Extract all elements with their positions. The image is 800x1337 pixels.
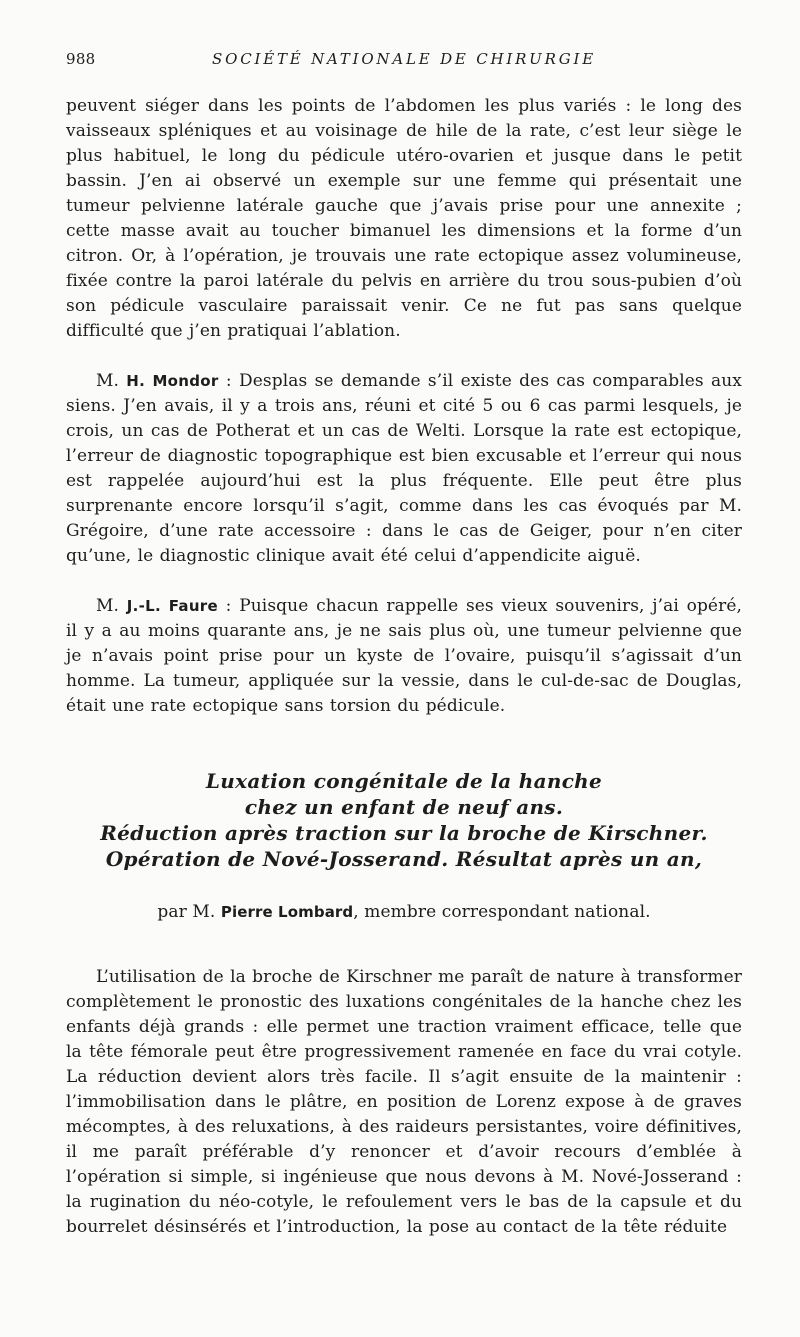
paragraph-continuation: peuvent siéger dans les points de l’abdomen les plus variés : le long des vaisseaux spléniques et au voisinage de hile de la rate, c’est leur siège le plus habituel, le long du pédicule utéro-ovarien et jusque dans le petit bassin. J’en ai observé un exemple sur une femme qui présentait une tumeur pelvienne latérale gauche que j’avais prise pour une annexite ; cette masse avait au toucher bimanuel les dimensions et la forme d’un citron. Or, à l’opération, je trouvais une rate ectopique assez volumineuse, fixée contre la paroi latérale du pelvis en arrière du trou sous-pubien d’où son pédicule vasculaire paraissait venir. Ce ne fut pas sans quelque difficulté que j’en pratiquai l’ablation.: [66, 96, 742, 341]
speaker-name: J.-L. Faure: [126, 597, 218, 615]
title-line: Opération de Nové-Josserand. Résultat après un an,: [105, 847, 703, 871]
paragraph-mondor: [66, 369, 742, 569]
speaker-prefix: M.: [96, 596, 127, 616]
speaker-prefix: M.: [96, 371, 127, 391]
article-title: [66, 768, 742, 872]
article-byline: [66, 900, 742, 924]
byline-suffix: , membre correspondant national.: [353, 902, 651, 922]
running-head: SOCIÉTÉ NATIONALE DE CHIRURGIE: [212, 50, 596, 68]
page-number: 988: [66, 50, 96, 68]
title-line: Luxation congénitale de la hanche: [205, 769, 603, 793]
speaker-name: H. Mondor: [126, 372, 219, 390]
article-body: L’utilisation de la broche de Kirschner me paraît de nature à transformer complètement le pronostic des luxations congénitales de la hanche chez les enfants déjà grands : elle permet une traction vraiment efficace, telle que la tête fémorale peut être progressivement ramenée en face du vrai cotyle. La réduction devient alors très facile. Il s’agit ensuite de la maintenir : l’immobilisation dans le plâtre, en position de Lorenz expose à de graves mécomptes, à des reluxations, à des raideurs persistantes, voire définitives, il me paraît préférable d’y renoncer et d’avoir recours d’emblée à l’opération si simple, si ingénieuse que nous devons à M. Nové-Josserand : la rugination du néo-cotyle, le refoulement vers le bas de la capsule et du bourrelet désinsérés et l’introduction, la pose au contact de la tête réduite: [66, 967, 742, 1237]
page-header: [66, 50, 742, 74]
byline-prefix: par M.: [157, 902, 221, 922]
title-line: chez un enfant de neuf ans.: [244, 795, 564, 819]
paragraph-faure: [66, 594, 742, 719]
paragraph-text: : Puisque chacun rappelle ses vieux souvenirs, j’ai opéré, il y a au moins quarante ans, je ne sais plus où, une tumeur pelvienne que je n’avais point prise pour un kyste de l’ovaire, puisqu’il s’agissait d’un homme. La tumeur, appliquée sur la vessie, dans le cul-de-sac de Douglas, était une rate ectopique sans torsion du pédicule.: [66, 596, 742, 716]
paragraph-text: : Desplas se demande s’il existe des cas comparables aux siens. J’en avais, il y a trois ans, réuni et cité 5 ou 6 cas parmi lesquels, je crois, un cas de Potherat et un cas de Welti. Lorsque la rate est ectopique, l’erreur de diagnostic topographique est bien excusable et l’erreur qui nous est rappelée aujourd’hui est la plus fréquente. Elle peut être plus surprenante encore lorsqu’il s’agit, comme dans les cas évoqués par M. Grégoire, d’une rate accessoire : dans le cas de Geiger, pour n’en citer qu’une, le diagnostic clinique avait été celui d’appendicite aiguë.: [66, 371, 742, 566]
author-name: Pierre Lombard: [220, 903, 354, 921]
title-line: Réduction après traction sur la broche de Kirschner.: [100, 821, 708, 845]
